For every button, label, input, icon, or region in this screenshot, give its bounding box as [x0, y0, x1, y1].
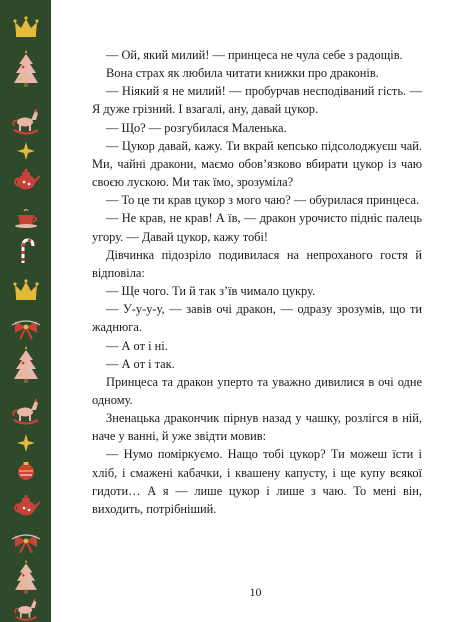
christmas-tree-icon	[0, 48, 51, 92]
teapot-icon	[0, 490, 51, 522]
rocking-horse-icon	[0, 394, 51, 428]
page-number: 10	[249, 585, 262, 599]
paragraph: Дівчинка підозріло подивилася на непроханого гостя й відповіла:	[92, 247, 422, 280]
star-icon	[0, 432, 51, 454]
paragraph: — Ще чого. Ти й так з’їв чимало цукру.	[106, 284, 316, 299]
ornament-ball-icon	[0, 456, 51, 484]
teapot-icon	[0, 164, 51, 196]
paragraph: — А от і так.	[106, 356, 175, 371]
story-text	[92, 46, 422, 518]
paragraph: — Ніякий я не милий! — пробурчав несподіваний гість. — Я дуже грізний. І взагалі, ану, давай цукор.	[92, 84, 422, 117]
paragraph: Зненацька дракончик пірнув назад у чашку, розлігся в ній, наче у ванні, й уже звідти мовив:	[92, 411, 422, 444]
crown-icon	[0, 274, 51, 308]
paragraph: — То це ти крав цукор з мого чаю? — обурилася принцеса.	[106, 193, 420, 208]
decorative-border	[0, 0, 51, 622]
paragraph: — Цукор давай, кажу. Ти вкрай кепсько підсолоджуєш чай. Ми, чайні дракони, маємо обов’язково вбирати цукор із чаю своєю лускою. Ми так їмо, зрозуміла?	[92, 138, 422, 190]
candy-cane-icon	[0, 236, 51, 266]
paragraph: — А от і ні.	[106, 338, 168, 353]
rocking-horse-icon	[0, 104, 51, 138]
paragraph: — Ой, який милий! — принцеса не чула себе з радощів.	[106, 48, 403, 62]
paragraph: Принцеса та дракон уперто та уважно дивилися в очі одне одному.	[92, 374, 422, 407]
paragraph: — Що? — розгубилася Маленька.	[106, 120, 287, 135]
christmas-bow-icon	[0, 312, 51, 342]
crown-icon	[0, 10, 51, 46]
christmas-bow-icon	[0, 526, 51, 556]
paragraph: — Нумо поміркуємо. Нащо тобі цукор? Ти можеш їсти і хліб, і смажені кабачки, і квашену капусту, і ще купу всякої гидоти… А я — лише цукор і лише з чаю. То мені він, виходить, потрібніший.	[92, 447, 422, 516]
paragraph: — Не крав, не крав! А їв, — дракон урочисто підніс палець угору. — Давай цукор, кажу тобі!	[92, 211, 422, 244]
star-icon	[0, 140, 51, 162]
paragraph: Вона страх як любила читати книжки про драконів.	[106, 66, 379, 81]
paragraph: — У-у-у-у, — завів очі дракон, — одразу зрозумів, що ти жаднюга.	[92, 302, 422, 335]
christmas-tree-icon	[0, 344, 51, 388]
teacup-icon	[0, 204, 51, 232]
